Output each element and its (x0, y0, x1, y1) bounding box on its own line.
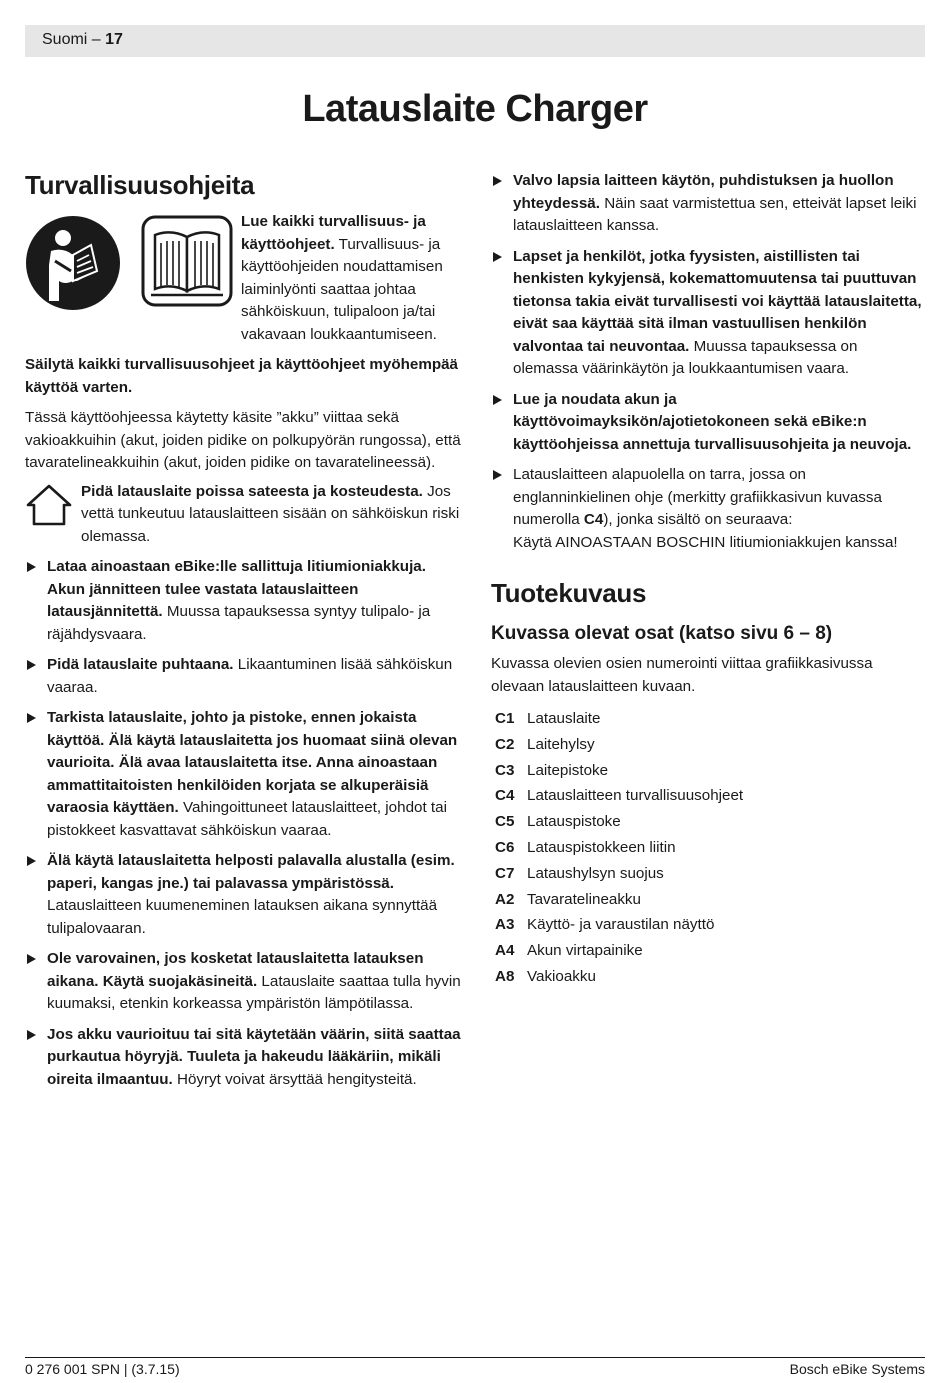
list-item: Lataa ainoastaan eBike:lle sallittuja litiumioniakkuja. Akun jännitteen tulee vastata latauslaitteen latausjännitettä. Muussa tapauksessa syntyy tulipalo- ja räjähdysvaara. (25, 556, 461, 646)
part-row (495, 783, 925, 809)
right-column (491, 170, 925, 990)
part-row (495, 809, 925, 835)
page-number: 17 (105, 31, 123, 48)
bullet-triangle-icon (27, 562, 36, 572)
part-row (495, 732, 925, 758)
part-row (495, 938, 925, 964)
open-book-icon (141, 215, 233, 312)
rain-warning-text: Pidä latauslaite poissa sateesta ja kosteudesta. Jos vettä tunkeutuu latauslaitteen sisään on sähköiskun riski olemassa. (81, 482, 460, 545)
part-row (495, 912, 925, 938)
keep-instructions-text: Säilytä kaikki turvallisuusohjeet ja käyttöohjeet myöhempää käyttöä varten. (25, 356, 459, 396)
part-label: Laitepistoke (527, 761, 609, 779)
part-row (495, 887, 925, 913)
read-manual-person-icon (25, 215, 121, 316)
part-code: C5 (495, 813, 515, 831)
footer-divider (25, 1357, 925, 1358)
bullet-triangle-icon (493, 395, 502, 405)
part-code: C1 (495, 710, 515, 727)
list-item: Ole varovainen, jos kosketat latauslaitetta latauksen aikana. Käytä suojakäsineitä. Latauslaite saattaa tulla hyvin kuumaksi, etenkin korkeassa ympäristön lämpötilassa. (25, 948, 461, 1016)
bullet-triangle-icon (27, 1030, 36, 1040)
bullet-triangle-icon (27, 713, 36, 723)
part-label: Laitehylsy (527, 735, 595, 753)
part-code: A8 (495, 967, 515, 985)
bullet-triangle-icon (493, 176, 502, 186)
part-code: C7 (495, 864, 515, 882)
part-label: Latauslaite (527, 710, 601, 727)
bullet-triangle-icon (27, 660, 36, 670)
header-bar (25, 25, 925, 57)
part-code: A2 (495, 890, 515, 908)
bullet-triangle-icon (27, 954, 36, 964)
right-bullet-list (491, 170, 925, 554)
label-warning-text: Käytä AINOASTAAN BOSCHIN litiumioniakkujen kanssa! (513, 533, 898, 551)
part-label: Vakioakku (527, 967, 596, 985)
rain-warning-row (25, 483, 461, 549)
footer-company: Bosch eBike Systems (789, 1361, 925, 1377)
part-label: Akun virtapainike (527, 942, 643, 960)
part-label: Käyttö- ja varaustilan näyttö (527, 916, 715, 934)
battery-definition-text: Tässä käyttöohjeessa käytetty käsite ”akku” viittaa sekä vakioakkuihin (akut, joiden pidike on polkupyörän rungossa), että tavaratelineakkuihin (akut, joiden pidike on tavaratelineessä). (25, 409, 461, 471)
bullet-triangle-icon (493, 252, 502, 262)
list-item: Tarkista latauslaite, johto ja pistoke, ennen jokaista käyttöä. Älä käytä latauslaitetta jos huomaat siinä olevan vaurioita. Älä avaa latauslaitetta itse. Anna ainoastaan ammattitaitoisten henkilöiden korjata se alkuperäisiä varaosia käyttäen. Vahingoittuneet latauslaitteet, johdot tai pistokkeet kasvattavat sähköiskun vaaraa. (25, 707, 461, 842)
part-code: C4 (495, 787, 515, 805)
bullet-triangle-icon (493, 470, 502, 480)
part-row (495, 964, 925, 990)
part-code: A4 (495, 942, 515, 960)
list-item: Älä käytä latauslaitetta helposti palavalla alustalla (esim. paperi, kangas jne.) tai palavassa ympäristössä. Latauslaitteen kuumeneminen latauksen aikana synnyttää tulipalovaaran. (25, 850, 461, 940)
indoor-use-house-icon (25, 483, 73, 532)
part-code: C6 (495, 838, 515, 856)
parts-list (495, 706, 925, 990)
left-bullet-list (25, 556, 461, 1091)
part-row (495, 835, 925, 861)
parts-intro-text: Kuvassa olevien osien numerointi viittaa grafiikkasivussa olevaan latauslaitteen kuvaan. (491, 655, 873, 695)
footer-doc-number: 0 276 001 SPN | (3.7.15) (25, 1361, 180, 1377)
list-item: Lue ja noudata akun ja käyttövoimayksikön/ajotietokoneen sekä eBike:n käyttöohjeissa annettuja turvallisuusohjeita ja neuvoja. (491, 389, 925, 457)
bullet-triangle-icon (27, 856, 36, 866)
part-code: C2 (495, 735, 515, 753)
part-code-ref: C4 (583, 511, 604, 528)
header-page-label: Suomi – 17 (42, 31, 123, 48)
document-title: Latauslaite Charger (302, 88, 648, 130)
part-code: A3 (495, 916, 515, 934)
list-item: Latauslaitteen alapuolella on tarra, jossa on englanninkielinen ohje (merkitty grafiikkasivun kuvassa numerolla C4), jonka sisältö on seuraava: Käytä AINOASTAAN BOSCHIN litiumioniakkujen kanssa! (491, 464, 925, 554)
part-label: Lataushylsyn suojus (527, 864, 664, 882)
list-item: Jos akku vaurioituu tai sitä käytetään väärin, siitä saattaa purkautua höyryjä. Tuuleta ja hakeudu lääkäriin, mikäli oireita ilmaantuu. Höyryt voivat ärsyttää hengitysteitä. (25, 1024, 461, 1092)
part-row (495, 706, 925, 732)
part-label: Latauspistokkeen liitin (527, 838, 676, 856)
part-code: C3 (495, 761, 515, 779)
read-instructions-text: Lue kaikki turvallisuus- ja käyttöohjeet. Turvallisuus- ja käyttöohjeiden noudattamisen laiminlyönti saattaa johtaa sähköiskuun, tulipaloon ja/tai vakavaan loukkaantumiseen. (241, 213, 443, 343)
part-label: Latauslaitteen turvallisuusohjeet (527, 787, 744, 805)
list-item: Valvo lapsia laitteen käytön, puhdistuksen ja huollon yhteydessä. Näin saat varmistettua sen, etteivät lapset leiki latauslaitteen kanssa. (491, 170, 925, 238)
list-item: Lapset ja henkilöt, jotka fyysisten, aistillisten tai henkisten kykyjensä, kokemattomuutensa tai puuttuvan tietonsa takia eivät turvallisesti voi käyttää latauslaitetta, eivät saa käyttää sitä ilman vastuullisen henkilön valvontaa tai neuvontaa. Muussa tapauksessa on olemassa väärinkäytön ja loukkaantumisen vaara. (491, 246, 925, 381)
left-column (25, 170, 461, 1099)
part-label: Tavaratelineakku (527, 890, 641, 908)
part-row (495, 758, 925, 784)
parts-subheading: Kuvassa olevat osat (katso sivu 6 – 8) (491, 623, 833, 644)
safety-heading: Turvallisuusohjeita (25, 170, 255, 200)
list-item: Pidä latauslaite puhtaana. Likaantuminen lisää sähköiskun vaaraa. (25, 654, 461, 699)
part-label: Latauspistoke (527, 813, 621, 831)
read-manual-row (25, 215, 461, 346)
product-heading: Tuotekuvaus (491, 578, 647, 608)
part-row (495, 861, 925, 887)
